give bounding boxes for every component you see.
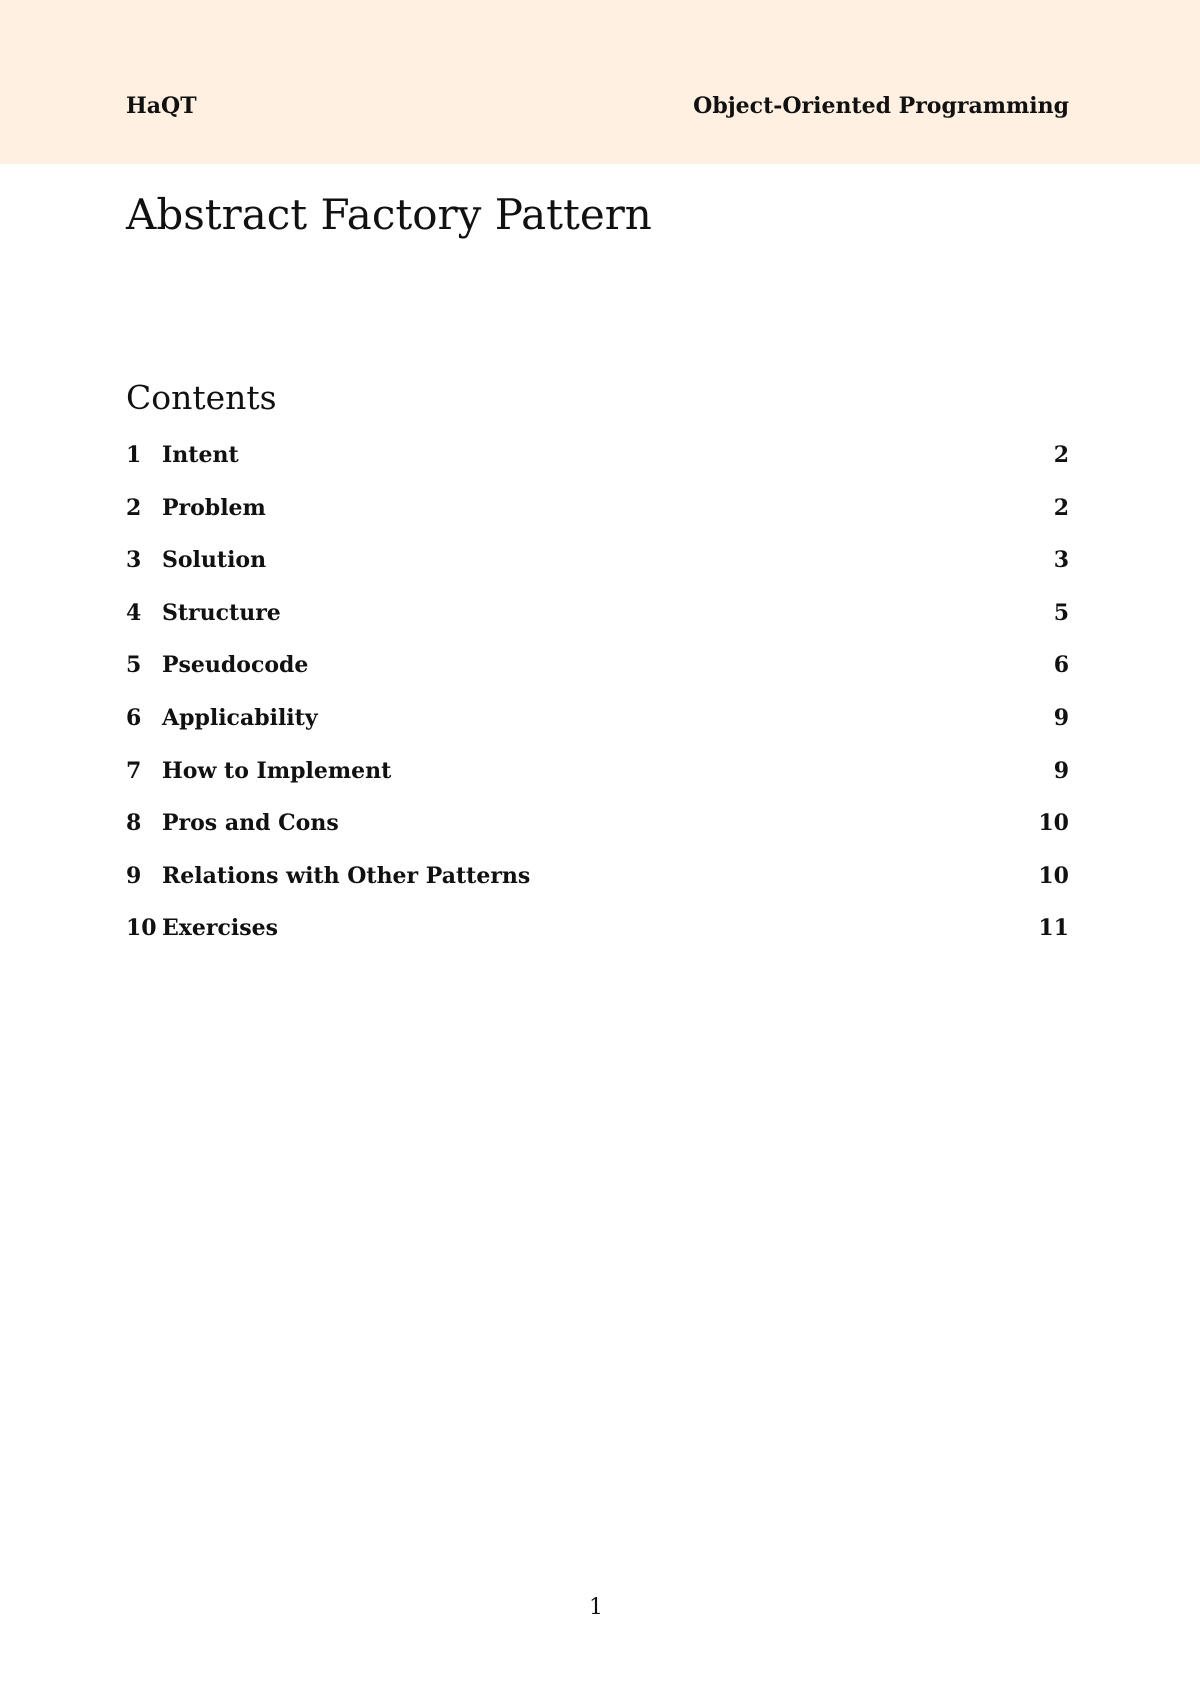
toc-item-page[interactable]: 3 xyxy=(1053,547,1069,574)
toc-item-label[interactable]: Pros and Cons xyxy=(162,810,339,837)
toc-item-number: 9 xyxy=(126,862,142,889)
toc-item-structure[interactable] xyxy=(126,597,1069,650)
toc-item-number: 1 xyxy=(126,442,142,468)
page-number: 1 xyxy=(589,1595,603,1620)
document-title: Abstract Factory Pattern xyxy=(126,190,652,239)
toc-item-pseudocode[interactable] xyxy=(126,649,1069,702)
toc-item-solution[interactable] xyxy=(126,544,1069,597)
toc-item-problem[interactable] xyxy=(126,492,1069,545)
toc-item-page[interactable]: 6 xyxy=(1053,652,1069,679)
toc-item-label[interactable]: Solution xyxy=(162,547,267,574)
toc-item-number: 4 xyxy=(126,599,142,626)
toc-item-applicability[interactable] xyxy=(126,702,1069,755)
toc-item-number: 6 xyxy=(126,704,142,731)
table-of-contents xyxy=(126,439,1069,965)
toc-item-label[interactable]: Exercises xyxy=(162,915,278,942)
header-right-text: Object-Oriented Programming xyxy=(693,93,1069,119)
toc-item-page[interactable]: 5 xyxy=(1053,599,1069,626)
toc-item-how-to-implement[interactable] xyxy=(126,755,1069,808)
toc-item-relations[interactable] xyxy=(126,860,1069,913)
toc-item-number: 2 xyxy=(126,494,142,521)
toc-item-label[interactable]: Intent xyxy=(162,442,239,468)
toc-item-page[interactable]: 10 xyxy=(1038,810,1069,837)
toc-item-label[interactable]: How to Implement xyxy=(162,757,392,784)
toc-item-intent[interactable] xyxy=(126,439,1069,492)
toc-item-label[interactable]: Problem xyxy=(162,494,266,521)
toc-item-label[interactable]: Structure xyxy=(162,599,281,626)
toc-item-number: 10 xyxy=(126,915,157,942)
toc-item-page[interactable]: 10 xyxy=(1038,862,1069,889)
toc-item-number: 8 xyxy=(126,810,142,837)
toc-item-page[interactable]: 9 xyxy=(1053,704,1069,731)
toc-item-label[interactable]: Applicability xyxy=(162,704,318,731)
toc-item-label[interactable]: Pseudocode xyxy=(162,652,309,679)
toc-item-number: 5 xyxy=(126,652,142,679)
header-left-text: HaQT xyxy=(126,93,197,119)
toc-item-page[interactable]: 9 xyxy=(1053,757,1069,784)
toc-item-number: 3 xyxy=(126,547,142,574)
toc-heading: Contents xyxy=(126,378,277,417)
toc-item-number: 7 xyxy=(126,757,142,784)
toc-item-exercises[interactable] xyxy=(126,912,1069,965)
toc-item-pros-and-cons[interactable] xyxy=(126,807,1069,860)
toc-item-page[interactable]: 2 xyxy=(1053,494,1069,521)
toc-item-label[interactable]: Relations with Other Patterns xyxy=(162,862,531,889)
toc-item-page[interactable]: 11 xyxy=(1038,915,1069,942)
toc-item-page[interactable]: 2 xyxy=(1053,442,1069,468)
page-header xyxy=(0,0,1200,164)
